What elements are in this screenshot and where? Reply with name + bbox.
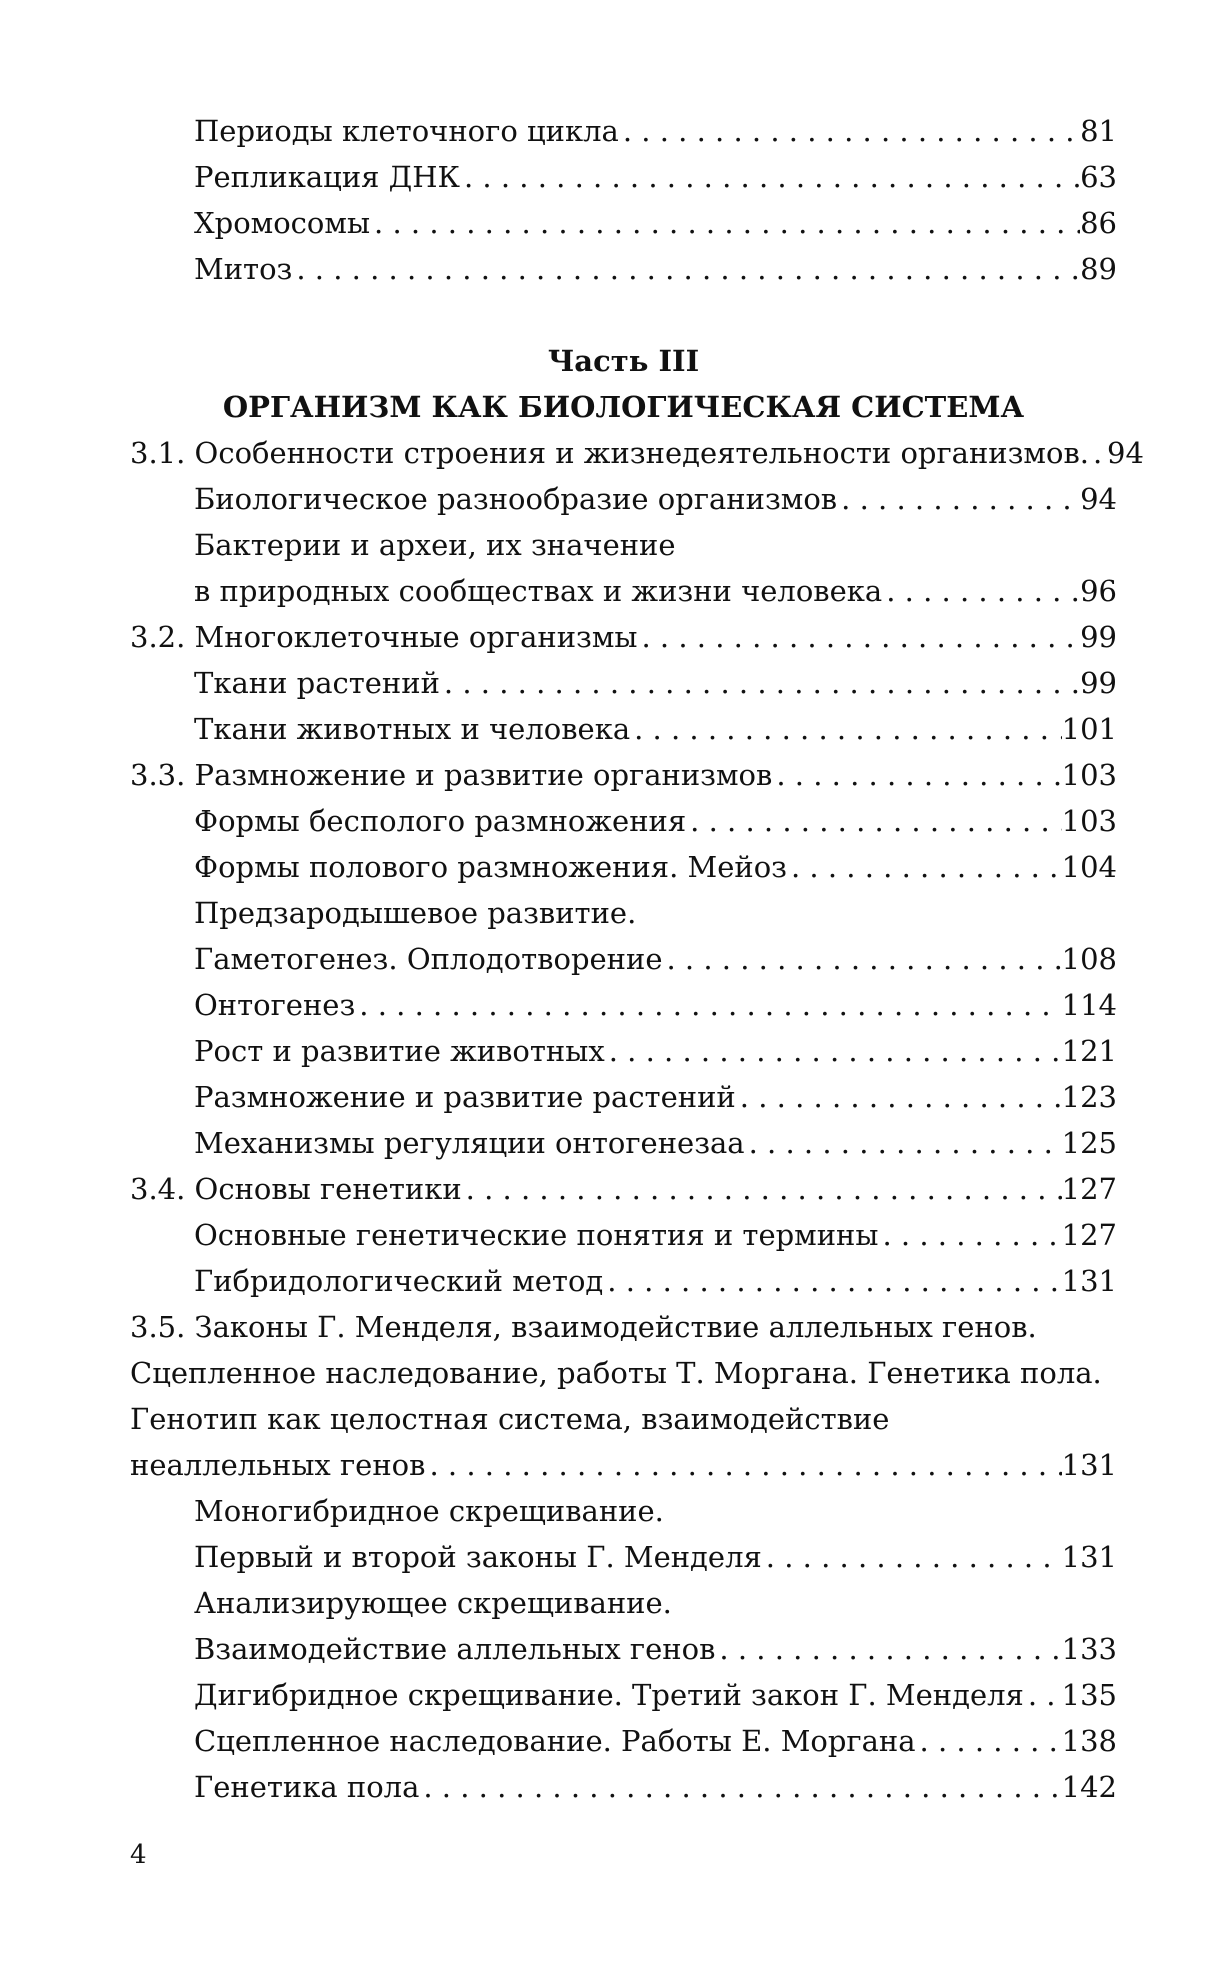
- toc-entry-title: 3.1. Особенности строения и жизнедеятельности организмов.: [130, 436, 1089, 470]
- dot-leader: [882, 568, 1080, 614]
- dot-leader: [686, 798, 1061, 844]
- toc-entry-title: Основные генетические понятия и термины: [194, 1218, 879, 1252]
- toc-entry: [194, 1580, 1117, 1626]
- part-label: Часть III: [547, 344, 700, 378]
- toc-entry-title: Митоз: [194, 252, 293, 286]
- toc-entry: [194, 1488, 1117, 1534]
- toc-entry-page: 94: [1080, 482, 1117, 516]
- toc-entry-title: Взаимодействие аллельных генов: [194, 1632, 716, 1666]
- toc-entry-page: 63: [1080, 160, 1117, 194]
- toc-entry-page: 127: [1061, 1172, 1117, 1206]
- toc-entry-page: 125: [1061, 1126, 1117, 1160]
- dot-leader: [370, 200, 1080, 246]
- toc-entry: [194, 522, 1117, 568]
- toc-entry: [194, 154, 1117, 200]
- toc-entry-title: Сцепленное наследование, работы Т. Моргана. Генетика пола.: [130, 1356, 1102, 1390]
- dot-leader: [1089, 430, 1107, 476]
- toc-section: [130, 614, 1117, 660]
- toc-entry: [194, 476, 1117, 522]
- dot-leader: [772, 752, 1061, 798]
- dot-leader: [603, 1258, 1061, 1304]
- dot-leader: [425, 1442, 1061, 1488]
- toc-entry-page: 104: [1061, 850, 1117, 884]
- toc-entry-title: Анализирующее скрещивание.: [194, 1586, 672, 1620]
- dot-leader: [916, 1718, 1062, 1764]
- dot-leader: [715, 1626, 1061, 1672]
- dot-leader: [292, 246, 1080, 292]
- toc-entry-page: 99: [1080, 620, 1117, 654]
- toc-entry: [194, 798, 1117, 844]
- toc-entry-title: Бактерии и археи, их значение: [194, 528, 676, 562]
- toc-entry: [194, 1120, 1117, 1166]
- toc-entry-page: 94: [1107, 436, 1144, 470]
- toc-entry-page: 89: [1080, 252, 1117, 286]
- toc-entry-title: Ткани растений: [194, 666, 440, 700]
- toc-entry-page: 101: [1061, 712, 1117, 746]
- toc-entry-page: 127: [1061, 1218, 1117, 1252]
- toc-entry-title: Репликация ДНК: [194, 160, 460, 194]
- toc-entry: [194, 844, 1117, 890]
- toc-section: [130, 1442, 1117, 1488]
- toc-entry-title: 3.2. Многоклеточные организмы: [130, 620, 638, 654]
- toc-section: [130, 1304, 1117, 1350]
- toc-entry-page: 103: [1061, 804, 1117, 838]
- part-title: ОРГАНИЗМ КАК БИОЛОГИЧЕСКАЯ СИСТЕМА: [222, 390, 1025, 424]
- toc-entry-title: Рост и развитие животных: [194, 1034, 605, 1068]
- dot-leader: [440, 660, 1080, 706]
- toc-entry: [194, 200, 1117, 246]
- dot-leader: [355, 982, 1061, 1028]
- dot-leader: [762, 1534, 1062, 1580]
- toc-entry-page: 131: [1061, 1264, 1117, 1298]
- toc-entry-title: Предзародышевое развитие.: [194, 896, 637, 930]
- toc-entry-title: 3.4. Основы генетики: [130, 1172, 462, 1206]
- dot-leader: [462, 1166, 1062, 1212]
- toc-entry-title: Ткани животных и человека: [194, 712, 631, 746]
- toc-entry-title: Размножение и развитие растений: [194, 1080, 736, 1114]
- toc-section: [130, 1350, 1117, 1396]
- toc-entry-page: 114: [1061, 988, 1117, 1022]
- toc-entry: [194, 1626, 1117, 1672]
- toc-entry-title: 3.5. Законы Г. Менделя, взаимодействие аллельных генов.: [130, 1310, 1037, 1344]
- toc-entry-title: 3.3. Размножение и развитие организмов: [130, 758, 773, 792]
- toc-entry-title: Биологическое разнообразие организмов: [194, 482, 838, 516]
- toc-entry: [194, 1534, 1117, 1580]
- toc-entry: [194, 890, 1117, 936]
- toc-entry: [194, 246, 1117, 292]
- toc-entry-title: Механизмы регуляции онтогенезаа: [194, 1126, 745, 1160]
- toc-entry-page: 135: [1061, 1678, 1117, 1712]
- toc-entry-title: Формы полового размножения. Мейоз: [194, 850, 787, 884]
- toc-entry: [194, 1212, 1117, 1258]
- toc-entry-title: Моногибридное скрещивание.: [194, 1494, 664, 1528]
- toc-entry: [194, 936, 1117, 982]
- toc-entry-page: 103: [1061, 758, 1117, 792]
- dot-leader: [878, 1212, 1061, 1258]
- toc-entry-title: Первый и второй законы Г. Менделя: [194, 1540, 762, 1574]
- dot-leader: [638, 614, 1081, 660]
- toc-entry-title: в природных сообществах и жизни человека: [194, 574, 883, 608]
- toc-entry: [194, 1074, 1117, 1120]
- toc-section: [130, 752, 1117, 798]
- toc-section: [130, 1396, 1117, 1442]
- toc-entry: [194, 108, 1117, 154]
- toc-entry-title: Гаметогенез. Оплодотворение: [194, 942, 663, 976]
- toc-entry: [194, 1028, 1117, 1074]
- dot-leader: [787, 844, 1062, 890]
- toc-entry-title: Периоды клеточного цикла: [194, 114, 619, 148]
- toc-entry: [194, 982, 1117, 1028]
- dot-leader: [837, 476, 1080, 522]
- toc-entry: [194, 660, 1117, 706]
- toc-entry-page: 86: [1080, 206, 1117, 240]
- toc-entry-title: Генетика пола: [194, 1770, 420, 1804]
- toc-entry-title: неаллельных генов: [130, 1448, 426, 1482]
- toc-entry-page: 138: [1061, 1724, 1117, 1758]
- toc-entry-page: 108: [1061, 942, 1117, 976]
- toc-entry: [194, 706, 1117, 752]
- dot-leader: [619, 108, 1080, 154]
- toc-section: [130, 430, 1144, 476]
- toc-entry-title: Гибридологический метод: [194, 1264, 604, 1298]
- toc-entry-page: 99: [1080, 666, 1117, 700]
- toc-entry-page: 131: [1061, 1448, 1117, 1482]
- toc-entry-page: 123: [1061, 1080, 1117, 1114]
- toc-entry-title: Сцепленное наследование. Работы Е. Моргана: [194, 1724, 916, 1758]
- toc-section: [130, 1166, 1117, 1212]
- dot-leader: [605, 1028, 1062, 1074]
- toc-entry-page: 81: [1080, 114, 1117, 148]
- toc-entry-page: 131: [1061, 1540, 1117, 1574]
- toc-entry: [194, 1718, 1117, 1764]
- toc-entry-title: Генотип как целостная система, взаимодействие: [130, 1402, 890, 1436]
- toc-entry: [194, 1258, 1117, 1304]
- toc-entry: [194, 1672, 1117, 1718]
- toc-entry: [194, 1764, 1117, 1810]
- dot-leader: [1024, 1672, 1062, 1718]
- toc-entry-title: Хромосомы: [194, 206, 371, 240]
- toc-entry-page: 133: [1061, 1632, 1117, 1666]
- toc-entry: [194, 568, 1117, 614]
- toc-entry-page: 142: [1061, 1770, 1117, 1804]
- page-number: 4: [130, 1840, 147, 1870]
- toc-entry-page: 121: [1061, 1034, 1117, 1068]
- dot-leader: [419, 1764, 1061, 1810]
- dot-leader: [736, 1074, 1062, 1120]
- toc-entry-page: 96: [1080, 574, 1117, 608]
- dot-leader: [745, 1120, 1062, 1166]
- toc-entry-title: Дигибридное скрещивание. Третий закон Г. Менделя: [194, 1678, 1024, 1712]
- dot-leader: [630, 706, 1062, 752]
- toc-entry-title: Онтогенез: [194, 988, 356, 1022]
- dot-leader: [663, 936, 1062, 982]
- toc-entry-title: Формы бесполого размножения: [194, 804, 687, 838]
- dot-leader: [460, 154, 1080, 200]
